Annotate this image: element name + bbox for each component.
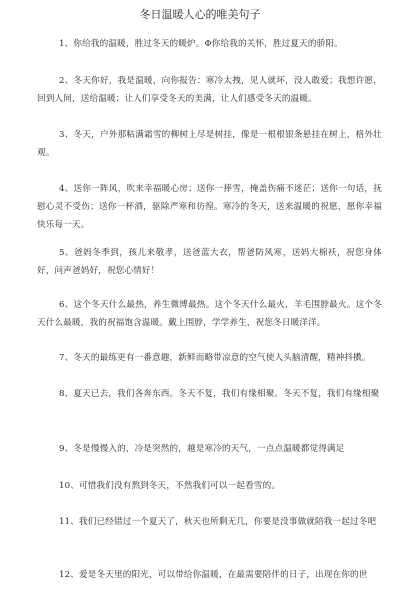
document-title: 冬日温暖人心的唯美句子 [139, 8, 261, 21]
paragraph-8: 8、夏天已去，我们各奔东西。冬天不复，我们有缘相聚。冬天不复，我们有缘相聚 [59, 389, 380, 399]
paragraph-11: 11、我们已经错过一个夏天了，秋天也所剩无几，你要是没事做就陪我一起过冬吧 [59, 517, 377, 527]
paragraph-4: 4、送你一阵风，吹来幸福暖心房；送你一捧雪，掩盖伤痛不迷茫；送你一句话，抚慰心灵不受伤；送你一杯酒，驱除严寒和彷徨。寒冷的冬天，送来温暖的祝愿，愿你幸福快乐每一天。 [37, 184, 382, 230]
paragraph-10: 10、可惜我们没有熬到冬天，不然我们可以一起看雪的。 [59, 481, 281, 491]
paragraph-9: 9、冬是慢慢入的，冷是突然的，越是寒冷的天气，一点点温暖都觉得满足 [59, 444, 345, 454]
paragraph-7: 7、冬天的最练更有一番意趣，新鲜而略带凉意的空气使人头脑清醒，精神抖擞。 [59, 353, 371, 363]
paragraph-6: 6、这个冬天什么最热，养生微博最热。这个冬天什么最火，羊毛围脖最火。这个冬天什么最暖，我的祝福饱含温暖。戴上围脖，学学养生，祝您冬日暖洋洋。 [37, 300, 382, 328]
paragraph-5: 5、爸妈冬季到，孩儿来敬孝，送爸蓝大衣，帮爸防风寒，送妈大棉袄，祝您身体好，问声爸妈好，祝您心情好！ [37, 248, 382, 276]
paragraph-3: 3、冬天，户外那粘满霜雪的柳树上尽是树挂，像是一根根银条悬挂在树上，格外壮观。 [37, 130, 382, 158]
paragraph-1: 1、你给我的温暖，胜过冬天的暖炉。Φ你给我的关怀，胜过夏天的骄阳。 [59, 39, 343, 49]
paragraph-12: 12、爱是冬天里的阳光，可以带给你温暖，在最需要陪伴的日子，出现在你的世 [59, 570, 368, 580]
paragraph-2: 2、冬天你好，我是温暖，向你报告：寒冷太拽，见人就坏，没人敢爱；我想许愿，回到人间，送给温暖；让人们享受冬天的美满，让人们感受冬天的温暖。 [37, 76, 382, 104]
